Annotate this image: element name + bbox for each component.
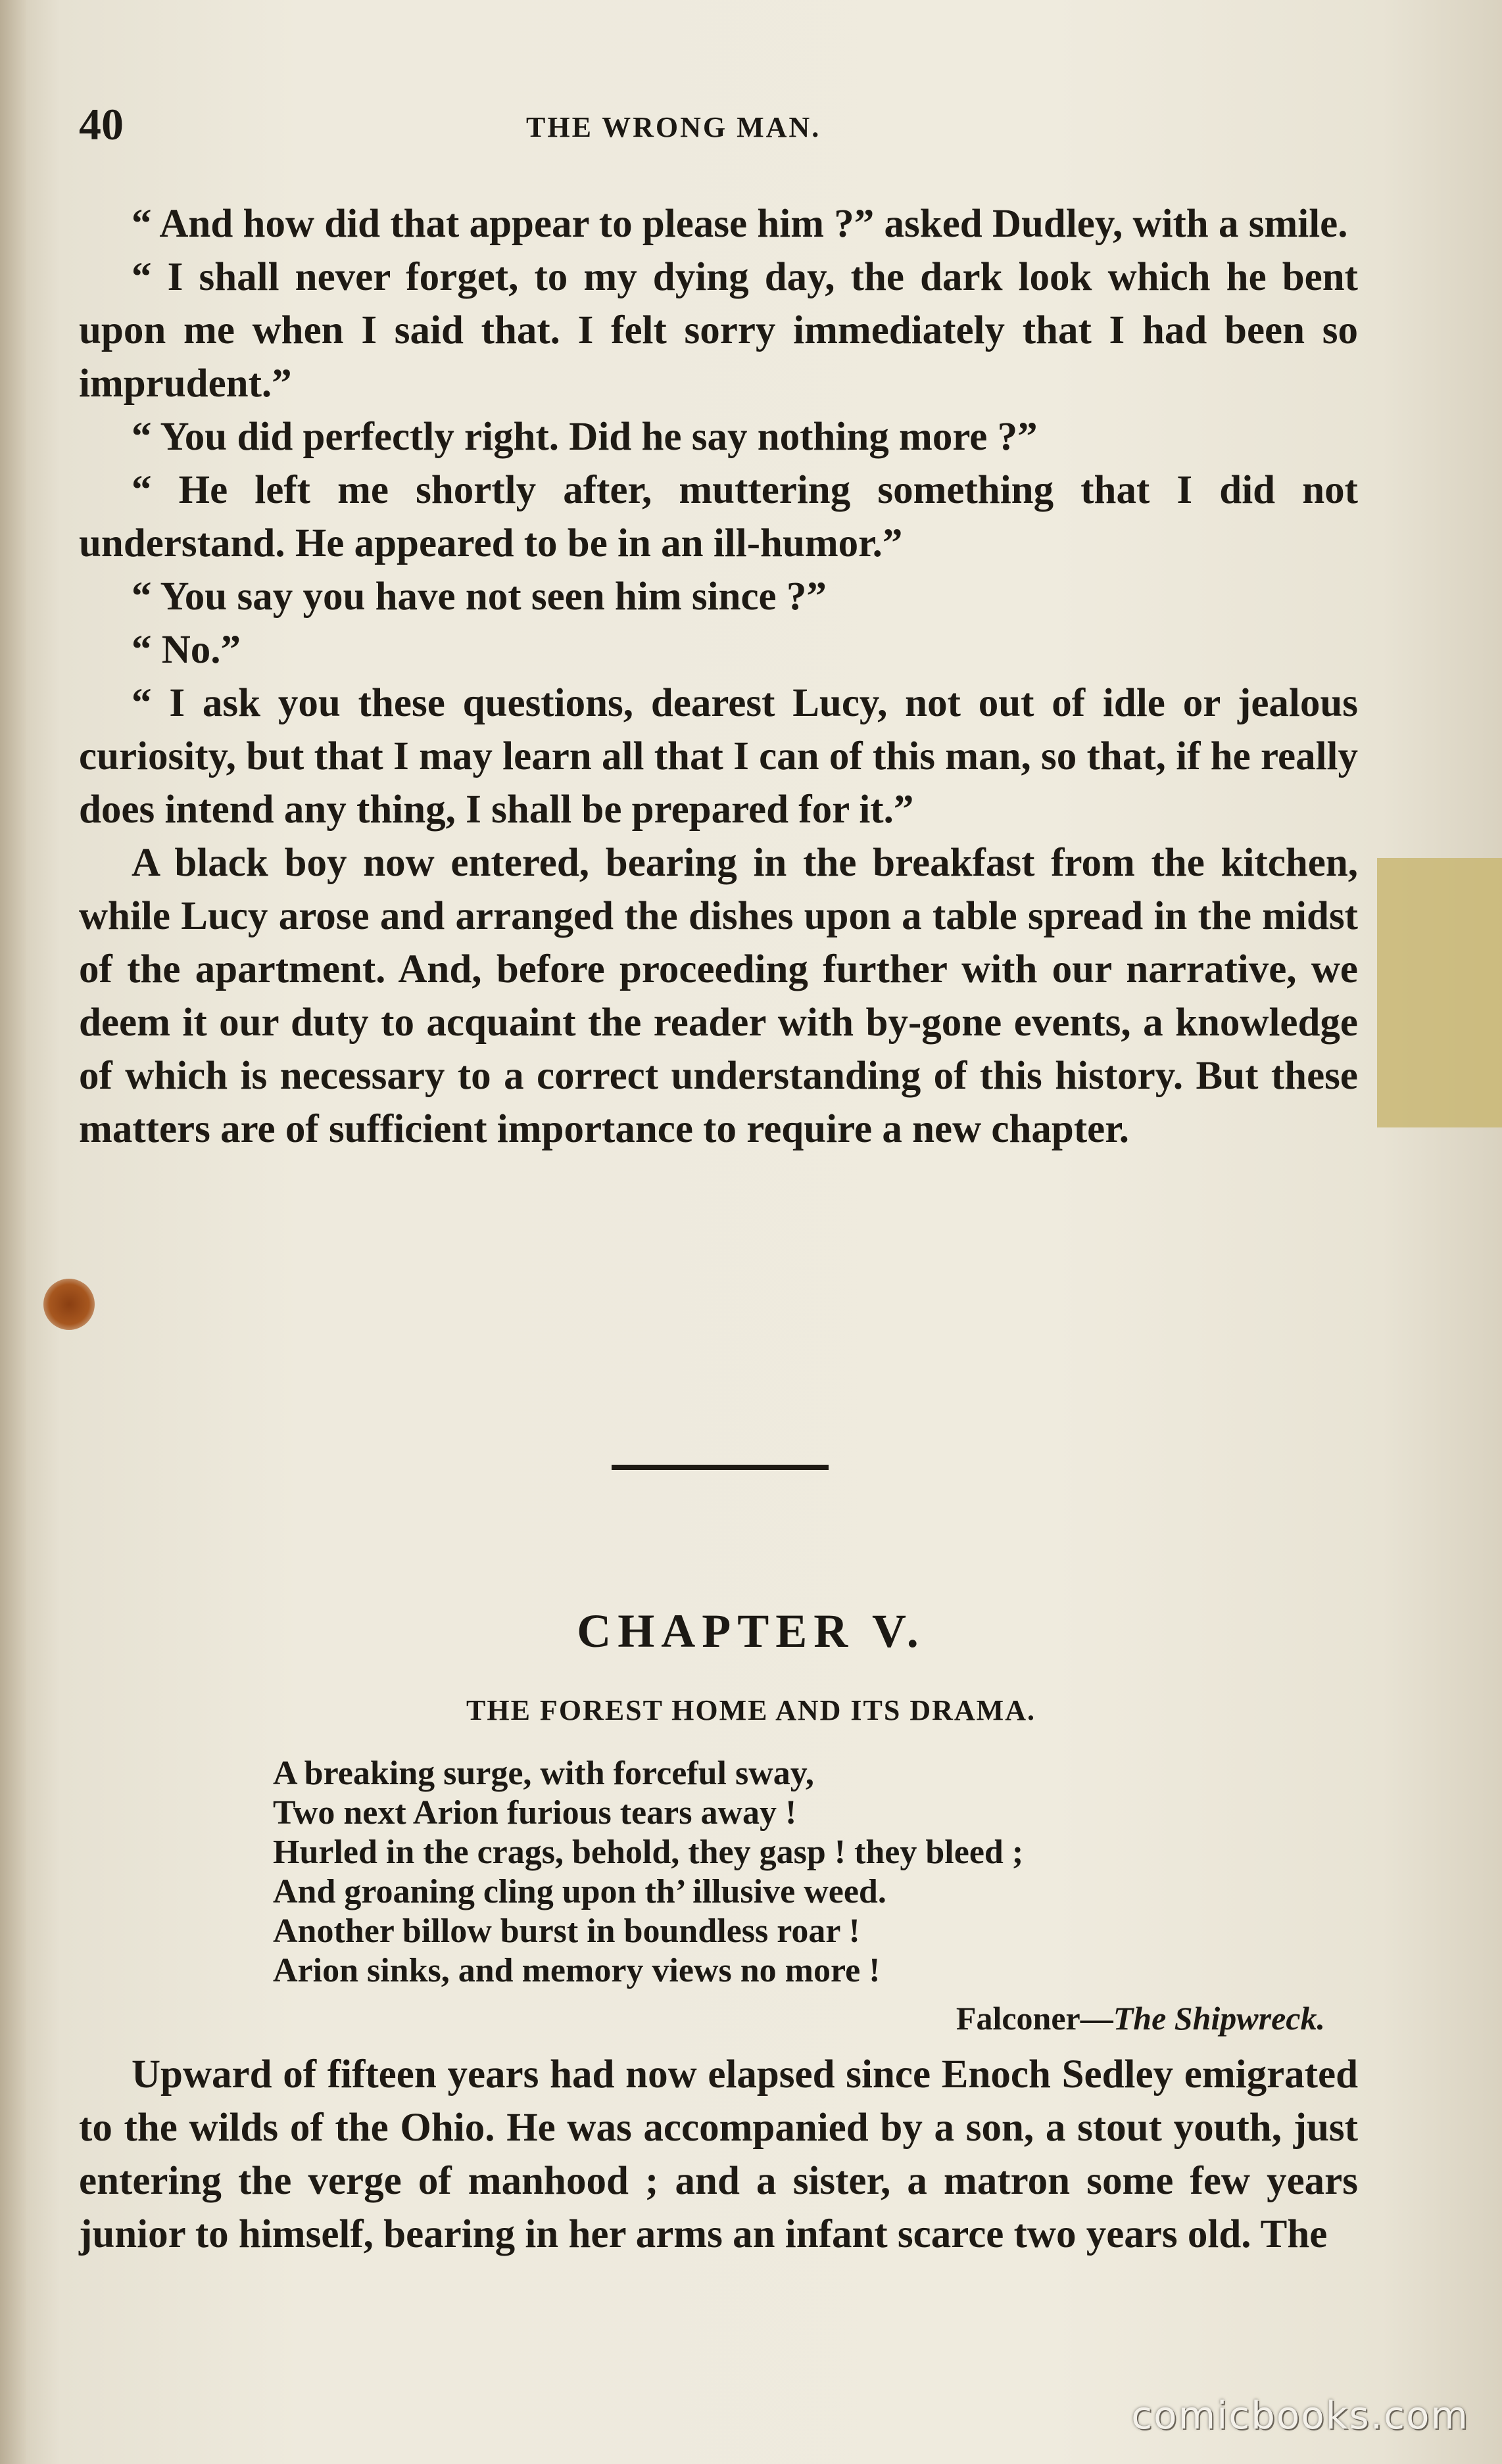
page-header	[79, 99, 1361, 151]
epigraph-author: Falconer—	[956, 2000, 1113, 2037]
running-head: THE WRONG MAN.	[526, 111, 821, 143]
epigraph	[273, 1754, 1325, 2037]
chapter-body	[79, 2048, 1358, 2261]
body-text	[79, 197, 1358, 1156]
chapter-subtitle: THE FOREST HOME AND ITS DRAMA.	[466, 1694, 1036, 1726]
paragraph: “ No.”	[132, 628, 241, 672]
epigraph-line: Hurled in the crags, behold, they gasp ! they bleed ;	[273, 1834, 1024, 1871]
paragraph: “ You did perfectly right. Did he say nothing more ?”	[132, 415, 1038, 459]
paragraph: “ I shall never forget, to my dying day, the dark look which he bent upon me when I said that. I felt sorry immediately that I had been so imprudent.”	[79, 255, 1358, 406]
epigraph-line: Two next Arion furious tears away !	[273, 1794, 797, 1832]
stain-mark	[43, 1279, 95, 1330]
epigraph-attribution	[956, 1999, 1325, 2037]
tape-strip	[1377, 858, 1502, 1127]
chapter-title: CHAPTER V.	[577, 1605, 925, 1657]
epigraph-work: The Shipwreck.	[1113, 2000, 1325, 2037]
paragraph: “ I ask you these questions, dearest Lucy, not out of idle or jealous curiosity, but that I may learn all that I can of this man, so that, if he really does intend any thing, I shall be prepared for it.”	[79, 681, 1358, 832]
paragraph: “ He left me shortly after, muttering something that I did not understand. He appeared to be in an ill-humor.”	[79, 468, 1358, 565]
page-binding-edge	[0, 0, 26, 2464]
watermark: comicbooks.com	[1131, 2393, 1469, 2438]
chapter-opening-paragraph: Upward of fifteen years had now elapsed since Enoch Sedley emigrated to the wilds of the Ohio. He was accompanied by a son, a stout youth, just entering the verge of manhood ; and a sister, a matron some few years junior to himself, bearing in her arms an infant scarce two years old. The	[79, 2052, 1358, 2256]
epigraph-line: Arion sinks, and memory views no more !	[273, 1952, 881, 1989]
paragraph: “ You say you have not seen him since ?”	[132, 575, 827, 619]
epigraph-line: And groaning cling upon th’ illusive weed.	[273, 1873, 886, 1910]
epigraph-line: Another billow burst in boundless roar !	[273, 1912, 860, 1950]
paragraph: A black boy now entered, bearing in the breakfast from the kitchen, while Lucy arose and arranged the dishes upon a table spread in the midst of the apartment. And, before proceeding further with our narrative, we deem it our duty to acquaint the reader with by-gone events, a knowledge of which is necessary to a correct understanding of this history. But these matters are of sufficient importance to require a new chapter.	[79, 841, 1358, 1151]
page-number: 40	[79, 99, 124, 149]
section-divider	[612, 1465, 829, 1470]
paragraph: “ And how did that appear to please him ?” asked Dudley, with a smile.	[132, 202, 1348, 246]
epigraph-line: A breaking surge, with forceful sway,	[273, 1755, 814, 1792]
